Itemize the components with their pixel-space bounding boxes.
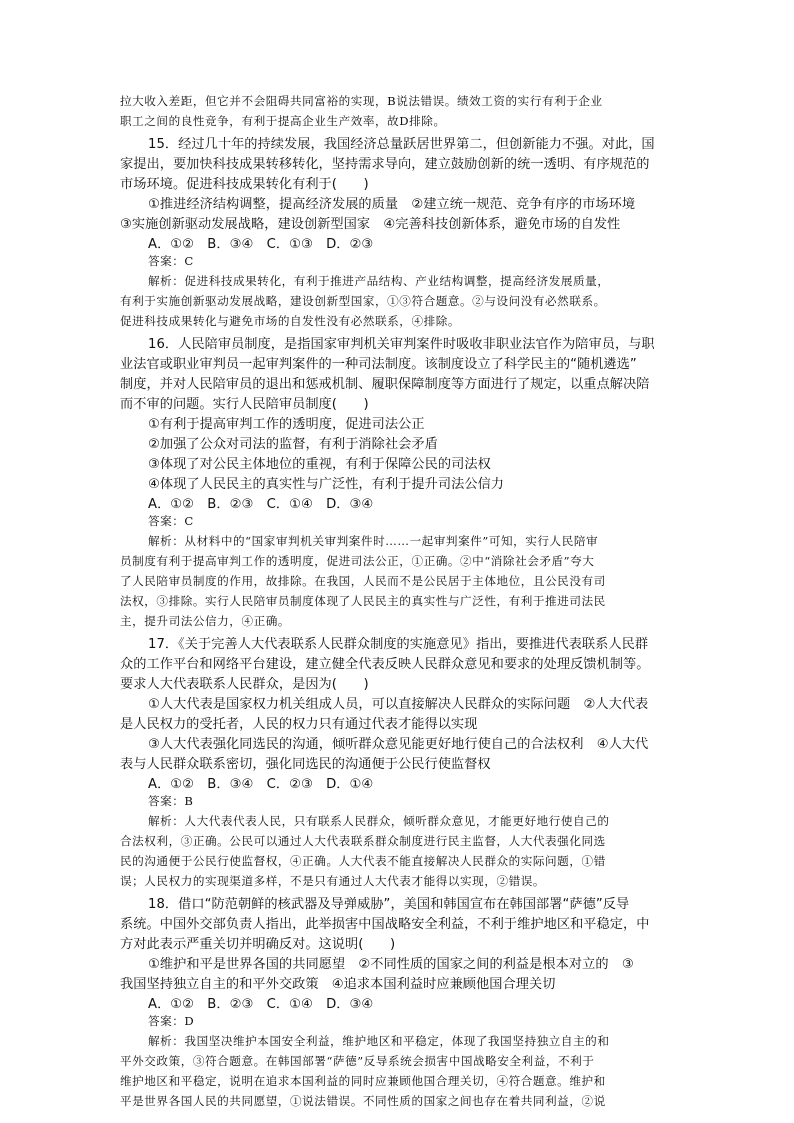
- question-15-analysis: 有利于实施创新驱动发展战略，建设创新型国家，①③符合题意。②与设问没有必然联系。: [120, 294, 606, 308]
- question-16-option: ②加强了公众对司法的监督，有利于消除社会矛盾: [148, 437, 438, 452]
- question-18-choices: A．①② B．②③ C．①④ D．③④: [148, 997, 374, 1012]
- question-17-analysis: 误；人民权力的实现渠道多样，不是只有通过人大代表才能得以实现，②错误。: [120, 874, 546, 888]
- question-16-analysis: 主，提升司法公信力，④正确。: [120, 614, 291, 628]
- question-18-stem: 方对此表示严重关切并明确反对。这说明( ): [120, 937, 396, 952]
- question-16-analysis: 了人民陪审员制度的作用，故排除。在我国，人民而不是公民居于主体地位，且公民没有司: [120, 574, 606, 588]
- question-16-option: ③体现了对公民主体地位的重视，有利于保障公民的司法权: [148, 457, 491, 472]
- question-18-analysis: 平外交政策，③符合题意。在韩国部署“萨德”反导系统会损害中国战略安全利益，不利于: [120, 1054, 595, 1068]
- question-17-stem: 要求人大代表联系人民群众，是因为( ): [120, 677, 369, 692]
- question-17-stem: 众的工作平台和网络平台建设，建立健全代表反映人民群众意见和要求的处理反馈机制等。: [120, 657, 650, 672]
- question-16-stem: 业法官或职业审判员一起审判案件的一种司法制度。该制度设立了科学民主的“随机遴选”: [120, 357, 637, 372]
- question-17-choices: A．①② B．③④ C．②③ D．①④: [148, 777, 374, 792]
- question-16-analysis: 员制度有利于提高审判工作的透明度，促进司法公正，①正确。②中“消除社会矛盾”夸大: [120, 554, 595, 568]
- question-16-stem: 制度，并对人民陪审员的退出和惩戒机制、履职保障制度等方面进行了规定，以重点解决陪: [120, 377, 650, 392]
- question-18-options: 我国坚持独立自主的和平外交政策 ④追求本国利益时应兼顾他国合理关切: [120, 977, 556, 992]
- question-17-options: ③人大代表强化同选民的沟通，倾听群众意见能更好地行使自己的合法权利 ④人大代: [148, 737, 649, 752]
- question-18-analysis: 平是世界各国人民的共同愿望，①说法错误。不同性质的国家之间也存在着共同利益，②说: [120, 1094, 606, 1108]
- question-18-analysis: 解析：我国坚决维护本国安全利益，维护地区和平稳定，体现了我国坚持独立自主的和: [148, 1034, 610, 1048]
- question-15-analysis: 促进科技成果转化与避免市场的自发性没有必然联系，④排除。: [120, 314, 461, 328]
- question-16-option: ①有利于提高审判工作的透明度，促进司法公正: [148, 417, 425, 432]
- question-18-options: ①维护和平是世界各国的共同愿望 ②不同性质的国家之间的利益是根本对立的 ③: [148, 957, 634, 972]
- question-15-stem: 15．经过几十年的持续发展，我国经济总量跃居世界第二，但创新能力不强。对此，国: [148, 137, 655, 152]
- question-16-answer: 答案：C: [148, 514, 194, 528]
- question-15-stem: 家提出，要加快科技成果转移转化，坚持需求导向，建立鼓励创新的统一透明、有序规范的: [120, 157, 650, 172]
- question-17-stem: 17．《关于完善人大代表联系人民群众制度的实施意见》指出，要推进代表联系人民群: [148, 637, 649, 652]
- question-16-choices: A．①② B．②③ C．①④ D．③④: [148, 497, 374, 512]
- question-15-options: ③实施创新驱动发展战略，建设创新型国家 ④完善科技创新体系，避免市场的自发性: [120, 217, 621, 232]
- question-17-analysis: 解析：人大代表代表人民，只有联系人民群众，倾听群众意见，才能更好地行使自己的: [148, 814, 610, 828]
- question-17-options: 表与人民群众联系密切，强化同选民的沟通便于公民行使监督权: [120, 757, 491, 772]
- question-18-answer: 答案：D: [148, 1014, 195, 1028]
- question-16-analysis: 法权，③排除。实行人民陪审员制度体现了人民民主的真实性与广泛性，有利于推进司法民: [120, 594, 606, 608]
- question-16-option: ④体现了人民民主的真实性与广泛性，有利于提升司法公信力: [148, 477, 505, 492]
- question-18-stem: 18．借口“防范朝鲜的核武器及导弹威胁”，美国和韩国宣布在韩国部署“萨德”反导: [148, 897, 630, 912]
- question-17-analysis: 合法权利，③正确。公民可以通过人大代表联系群众制度进行民主监督，人大代表强化同选: [120, 834, 606, 848]
- question-17-options: ①人大代表是国家权力机关组成人员，可以直接解决人民群众的实际问题 ②人大代表: [148, 697, 649, 712]
- question-18-stem: 系统。中国外交部负责人指出，此举损害中国战略安全利益，不利于维护地区和平稳定，中: [120, 917, 650, 932]
- question-16-analysis: 解析：从材料中的“国家审判机关审判案件时……一起审判案件”可知，实行人民陪审: [148, 534, 599, 548]
- question-15-options: ①推进经济结构调整，提高经济发展的质量 ②建立统一规范、竞争有序的市场环境: [148, 197, 636, 212]
- question-15-choices: A．①② B．③④ C．①③ D．②③: [148, 237, 374, 252]
- question-16-stem: 16．人民陪审员制度，是指国家审判机关审判案件时吸收非职业法官作为陪审员，与职: [148, 337, 655, 352]
- question-17-analysis: 民的沟通便于公民行使监督权，④正确。人大代表不能直接解决人民群众的实际问题，①错: [120, 854, 606, 868]
- question-15-answer: 答案：C: [148, 254, 194, 268]
- text-line: 拉大收入差距，但它并不会阻碍共同富裕的实现，B说法错误。绩效工资的实行有利于企业: [120, 94, 603, 108]
- question-15-analysis: 解析：促进科技成果转化，有利于推进产品结构、产业结构调整，提高经济发展质量，: [148, 274, 610, 288]
- question-18-analysis: 维护地区和平稳定，说明在追求本国利益的同时应兼顾他国合理关切，④符合题意。维护和: [120, 1074, 606, 1088]
- question-17-answer: 答案：B: [148, 794, 194, 808]
- question-16-stem: 而不审的问题。实行人民陪审员制度( ): [120, 397, 369, 412]
- question-15-stem: 市场环境。促进科技成果转化有利于( ): [120, 177, 369, 192]
- question-17-options: 是人民权力的受托者，人民的权力只有通过代表才能得以实现: [120, 717, 478, 732]
- text-line: 职工之间的良性竞争，有利于提高企业生产效率，故D排除。: [120, 114, 446, 128]
